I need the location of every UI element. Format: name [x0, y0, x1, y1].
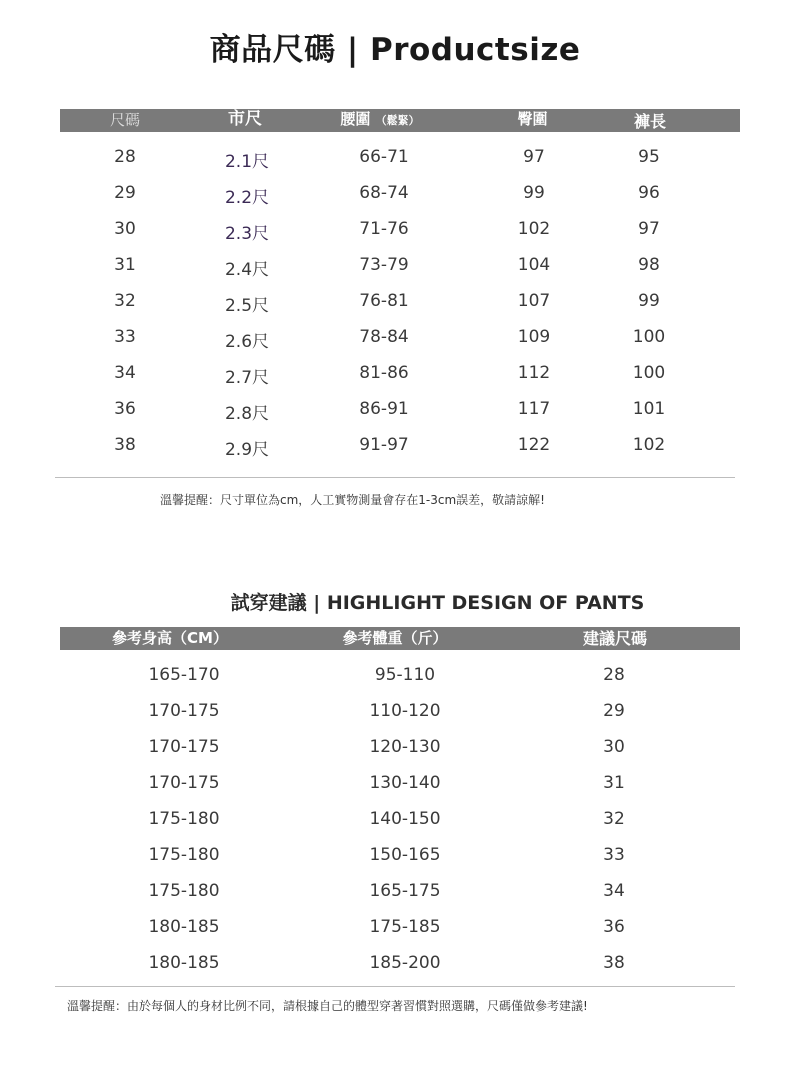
header-waist-label: 腰圍 [340, 110, 371, 128]
cell-waist: 66-71 [359, 147, 409, 167]
size-table-divider [55, 477, 735, 478]
cell-market-chi: 2.4尺 [224, 260, 270, 280]
cell-hip: 107 [517, 291, 551, 311]
header-market-chi: 市尺 [228, 109, 262, 129]
cell-size: 38 [114, 435, 136, 455]
header-waist-elastic: （鬆緊） [375, 114, 420, 127]
header-weight: 參考體重（斤） [342, 629, 448, 647]
cell-recommended-size: 30 [603, 737, 625, 757]
fit-table-header [60, 627, 740, 650]
cell-height: 175-180 [148, 845, 220, 865]
cell-length: 100 [632, 327, 666, 347]
cell-hip: 109 [517, 327, 551, 347]
cell-market-chi: 2.1尺 [224, 152, 270, 172]
size-table-header [60, 109, 740, 132]
cell-weight: 130-140 [369, 773, 441, 793]
header-height: 參考身高（CM） [112, 629, 228, 647]
cell-waist: 71-76 [359, 219, 409, 239]
cell-height: 180-185 [148, 953, 220, 973]
cell-weight: 185-200 [369, 953, 441, 973]
cell-market-chi: 2.2尺 [224, 188, 270, 208]
cell-waist: 81-86 [359, 363, 409, 383]
cell-market-chi: 2.9尺 [224, 440, 270, 460]
header-hip: 臀圍 [517, 110, 548, 128]
cell-recommended-size: 28 [603, 665, 625, 685]
cell-length: 100 [632, 363, 666, 383]
cell-market-chi: 2.8尺 [224, 404, 270, 424]
cell-weight: 95-110 [374, 665, 436, 685]
cell-waist: 68-74 [359, 183, 409, 203]
page-title: 商品尺碼 | Productsize [209, 32, 581, 68]
cell-hip: 102 [517, 219, 551, 239]
cell-height: 175-180 [148, 881, 220, 901]
cell-market-chi: 2.7尺 [224, 368, 270, 388]
cell-hip: 104 [517, 255, 551, 275]
fit-table-note: 溫馨提醒：由於每個人的身材比例不同，請根據自己的體型穿著習慣對照選購，尺碼僅做參考建議! [67, 999, 588, 1013]
cell-weight: 150-165 [369, 845, 441, 865]
cell-market-chi: 2.6尺 [224, 332, 270, 352]
cell-recommended-size: 31 [603, 773, 625, 793]
cell-size: 36 [114, 399, 136, 419]
cell-height: 180-185 [148, 917, 220, 937]
cell-recommended-size: 34 [603, 881, 625, 901]
cell-waist: 76-81 [359, 291, 409, 311]
cell-recommended-size: 38 [603, 953, 625, 973]
cell-size: 30 [114, 219, 136, 239]
fit-title: 試穿建議 | HIGHLIGHT DESIGN OF PANTS [230, 592, 645, 614]
cell-hip: 97 [523, 147, 545, 167]
cell-length: 97 [638, 219, 660, 239]
cell-height: 170-175 [148, 773, 220, 793]
header-recommended-size: 建議尺碼 [582, 629, 647, 648]
cell-recommended-size: 29 [603, 701, 625, 721]
cell-height: 170-175 [148, 737, 220, 757]
cell-hip: 99 [523, 183, 545, 203]
cell-weight: 175-185 [369, 917, 441, 937]
cell-weight: 120-130 [369, 737, 441, 757]
cell-size: 33 [114, 327, 136, 347]
cell-size: 28 [114, 147, 136, 167]
size-table-note: 溫馨提醒：尺寸單位為cm，人工實物測量會存在1-3cm誤差，敬請諒解! [160, 493, 545, 507]
cell-length: 95 [638, 147, 660, 167]
cell-size: 32 [114, 291, 136, 311]
cell-weight: 110-120 [369, 701, 441, 721]
cell-waist: 91-97 [359, 435, 409, 455]
cell-recommended-size: 36 [603, 917, 625, 937]
cell-waist: 86-91 [359, 399, 409, 419]
cell-waist: 78-84 [359, 327, 409, 347]
cell-length: 102 [632, 435, 666, 455]
cell-recommended-size: 32 [603, 809, 625, 829]
cell-size: 29 [114, 183, 136, 203]
cell-waist: 73-79 [359, 255, 409, 275]
cell-hip: 117 [517, 399, 551, 419]
cell-height: 170-175 [148, 701, 220, 721]
cell-length: 96 [638, 183, 660, 203]
header-waist [325, 109, 435, 131]
cell-hip: 112 [517, 363, 551, 383]
cell-length: 99 [638, 291, 660, 311]
cell-market-chi: 2.5尺 [224, 296, 270, 316]
fit-table-divider [55, 986, 735, 987]
cell-market-chi: 2.3尺 [224, 224, 270, 244]
cell-size: 34 [114, 363, 136, 383]
cell-height: 165-170 [148, 665, 220, 685]
cell-length: 101 [632, 399, 666, 419]
cell-length: 98 [638, 255, 660, 275]
cell-hip: 122 [517, 435, 551, 455]
header-length: 褲長 [633, 112, 666, 131]
header-size: 尺碼 [109, 111, 140, 129]
cell-weight: 165-175 [369, 881, 441, 901]
cell-recommended-size: 33 [603, 845, 625, 865]
cell-height: 175-180 [148, 809, 220, 829]
cell-weight: 140-150 [369, 809, 441, 829]
cell-size: 31 [114, 255, 136, 275]
